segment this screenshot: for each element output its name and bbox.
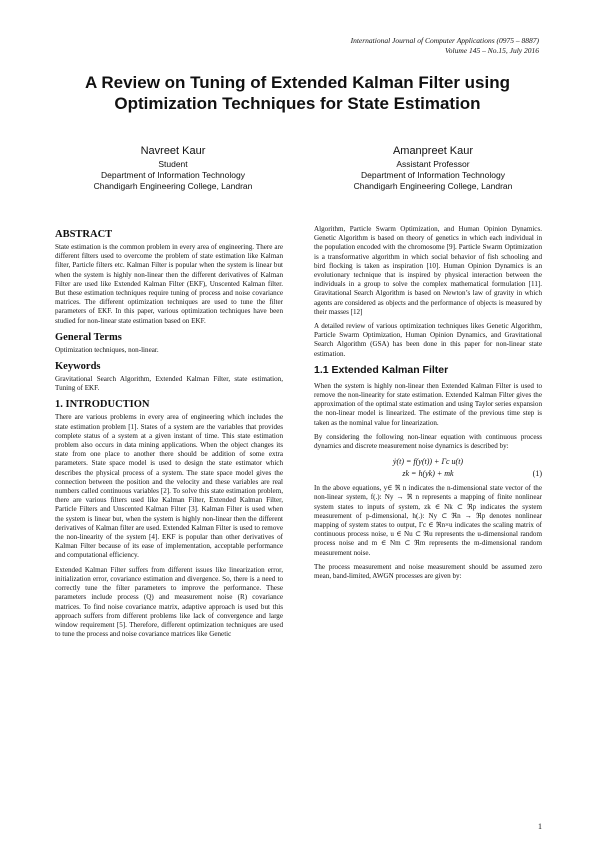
equation-1: [314, 456, 542, 480]
author-department: Department of Information Technology: [361, 170, 505, 180]
page-number: 1: [538, 822, 542, 831]
ekf-paragraph: By considering the following non-linear equation with continuous process dynamics and discrete measurement noise dynamics is described by:: [314, 432, 542, 451]
author-department: Department of Information Technology: [101, 170, 245, 180]
introduction-paragraph: Extended Kalman Filter suffers from different issues like linearization error, initialization error, covariance estimation and divergence. So, there is a need to correctly tune the filter parameters to improve the performance. These parameters include process (Q) and measurement noise (R) covariance matrices. To find noise covariance matrix, adaptive approach is used but this approach suffers from different problems like lack of convergence and large window requirement [5]. Therefore, different optimization techniques are used to tune the process and noise covariance matrices like Genetic: [55, 565, 283, 639]
ekf-paragraph: In the above equations, y∈ ℜ n indicates the n-dimensional state vector of the non-linear system, f(.): Ny → ℜ n represents a mapping of finite nonlinear system states to inputs of system, zk ∈ Nk ⊂ ℜp indicates the system measurement of p-dimensional, h(.): Ny ⊂ ℜn → ℜp denotes nonlinear mapping of system states to output, Γc ∈ ℜn×u indicates the scaling matrix of continuous process noise, u ∈ Nu ⊂ ℜu represents the u-dimensional random process noise and m ∈ Nm ⊂ ℜm represents the m-dimensional random measurement noise.: [314, 484, 542, 557]
introduction-paragraph: There are various problems in every area of engineering which includes the state estimation problem [1]. States of a system are the variables that provides complete status of a system at a given instant of time. This state estimation problem also occurs in data mining applications. When the object changes its state from one place to another there should be addition of some extra parameters. State space model is used to design the state estimator which describes the physical process of a system. The state space model gives the connection between the position and the velocity and these variables are real numbers called continuous variables [2]. To solve this state estimation problem, there are various filters used like Kalman Filter, Extended Kalman Filter, Particle Filters and Unscented Kalman Filter [3]. Kalman Filter is used when the system is linear but, when the system is highly non-linear then the different derivatives of Kalman filter are used. Extended Kalman Filter is used to remove the non-linearity of the system [4]. EKF is popular than other derivatives of Kalman Filter because of its ease of implementation, acceptable performance and computational efficiency.: [55, 413, 283, 560]
keywords-text: Gravitational Search Algorithm, Extended Kalman Filter, state estimation, Tuning of EKF.: [55, 375, 283, 393]
abstract-heading: ABSTRACT: [55, 229, 113, 240]
left-column: [55, 225, 283, 644]
journal-header: [351, 36, 539, 56]
paper-title: A Review on Tuning of Extended Kalman Filter using Optimization Techniques for State Estimation: [84, 73, 511, 113]
author-organization: Chandigarh Engineering College, Landran: [353, 181, 513, 191]
introduction-paragraph-continued: Algorithm, Particle Swarm Optimization, and Human Opinion Dynamics. Genetic Algorithm is based on theory of genetics in which each individual in the population encoded with the chromosome [9]. Particle Swarm Optimization is a transformative algorithm in which social behavior of fish schooling and bird flocking is taken as inspiration [10]. Human Opinion Dynamics is an evolutionary technique that is inspired by physical interaction between the individuals in a group to solve the complex mathematical formulation [11]. Gravitational Search Algorithm is based on Newton’s law of gravity in which agents are considered as objects and the performance of objects is measured by their masses [12]: [314, 225, 542, 316]
introduction-paragraph: A detailed review of various optimization techniques likes Genetic Algorithm, Particle Swarm Optimization, Human Opinion Dynamics, and Gravitational Search Algorithm (GSA) has been done in this paper for non-linear state estimation.: [314, 322, 542, 358]
journal-name: International Journal of Computer Applications (0975 – 8887): [350, 36, 539, 45]
author-block-1: [58, 144, 288, 192]
equation-line: ẏ(t) = f(y(t)) + Γc u(t): [392, 457, 464, 467]
abstract-text: State estimation is the common problem in every area of engineering. There are different filters used to overcome the problem of state estimation like Kalman filter, Particle filters etc. Kalman Filter is popular when the system is linear but when the system is highly non-linear then the different derivatives of Kalman Filter are used like Extended Kalman Filter (EKF), Unscented Kalman filter. But these estimation techniques require tuning of process and noise covariance matrices. The different optimization techniques are used to tune the filter parameters of EKF. In this paper, various optimization techniques have been studied for non-linear state estimation based on EKF.: [55, 243, 283, 325]
ekf-paragraph: The process measurement and noise measurement should be assumed zero mean, band-limited, AWGN processes are given by:: [314, 562, 542, 581]
journal-volume: Volume 145 – No.15, July 2016: [445, 46, 539, 55]
author-role: Assistant Professor: [396, 159, 470, 169]
author-block-2: [318, 144, 548, 192]
keywords-heading: Keywords: [55, 361, 101, 373]
equation-number: (1): [532, 469, 542, 479]
right-column: [314, 225, 542, 586]
author-organization: Chandigarh Engineering College, Landran: [93, 181, 253, 191]
author-name: Navreet Kaur: [140, 145, 206, 157]
equation-line: zk = h(yk) + mk: [402, 469, 454, 479]
general-terms-heading: General Terms: [55, 331, 122, 343]
author-name: Amanpreet Kaur: [392, 145, 474, 157]
section-heading-ekf: 1.1 Extended Kalman Filter: [314, 363, 449, 376]
general-terms-text: Optimization techniques, non-linear.: [55, 345, 159, 354]
ekf-paragraph: When the system is highly non-linear then Extended Kalman Filter is used to remove the non-linearity for state estimation. Extended Kalman Filter gives the approximation of the optimal state estimation and using Taylor series expansion the non-linear model is linearized. The estimate of the previous time step is taken as the nominal value for linearization.: [314, 381, 542, 427]
introduction-heading: 1. INTRODUCTION: [55, 399, 150, 411]
author-role: Student: [158, 159, 188, 169]
